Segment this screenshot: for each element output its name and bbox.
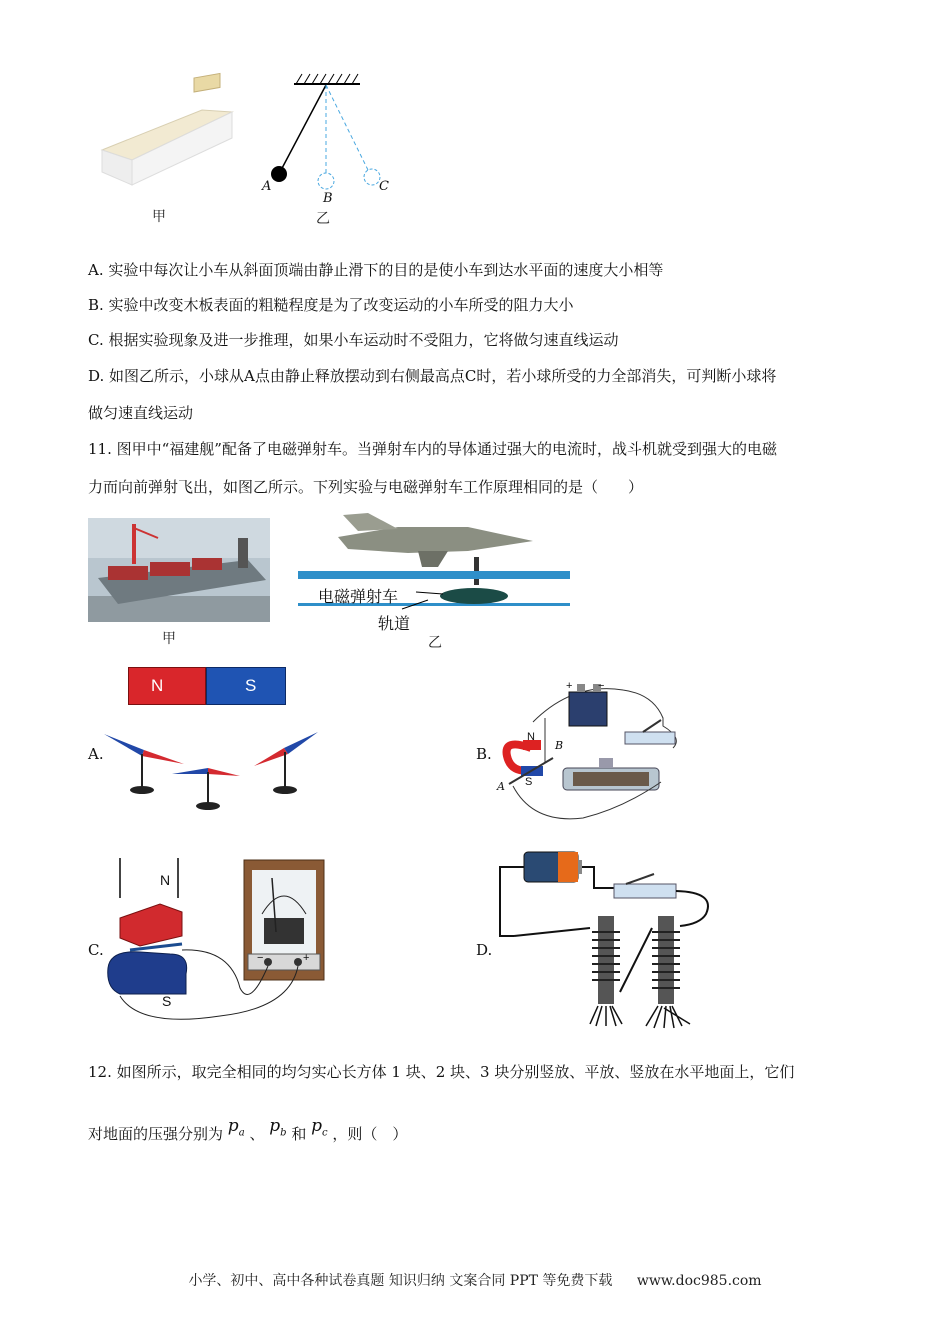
- q12-stem-line1: 12. 如图所示，取完全相同的均匀实心长方体 1 块、2 块、3 块分别竖放、平放、竖放在水平地面上，它们: [88, 1063, 795, 1081]
- q10-option-b: B. 实验中改变木板表面的粗糙程度是为了改变运动的小车所受的阻力大小: [88, 296, 574, 314]
- pc-p: p: [311, 1116, 322, 1136]
- q10-option-a: A. 实验中每次让小车从斜面顶端由静止滑下的目的是使小车到达水平面的速度大小相等: [88, 261, 664, 279]
- point-c-label: C: [379, 179, 389, 194]
- symbol-pc: [311, 1116, 328, 1139]
- b-b-label: B: [555, 739, 564, 752]
- bar-magnet-north: [128, 667, 206, 705]
- label-track: 轨道: [378, 614, 411, 633]
- point-b-label: B: [323, 191, 333, 206]
- pb-p: p: [269, 1116, 281, 1136]
- bar-magnet-south: [206, 667, 286, 705]
- figure-yi-caption: 乙: [316, 211, 330, 227]
- figure-jia-caption: 甲: [152, 209, 166, 225]
- q11-stem-line2: 力而向前弹射飞出，如图乙所示。下列实验与电磁弹射车工作原理相同的是（ ）: [88, 478, 644, 496]
- option-b-label: B.: [476, 745, 492, 763]
- magnet-s-label: S: [245, 676, 257, 695]
- pa-p: p: [227, 1116, 239, 1136]
- q10-option-d-cont: 做匀速直线运动: [88, 404, 194, 422]
- label-catapult-car: 电磁弹射车: [318, 587, 399, 606]
- footer-url-link[interactable]: www.doc985.com: [636, 1273, 762, 1289]
- symbol-pb: [269, 1116, 287, 1139]
- point-a-label: A: [262, 179, 272, 194]
- carrier-caption: 甲: [162, 631, 176, 647]
- q11-stem-line1: 11. 图甲中“福建舰”配备了电磁弹射车。当弹射车内的导体通过强大的电流时，战斗机就受到强大的电磁: [88, 440, 777, 458]
- option-d-label: D.: [476, 941, 493, 959]
- option-a-label: A.: [88, 745, 104, 763]
- b-a-label: A: [497, 780, 505, 793]
- c-n-label: N: [160, 872, 171, 888]
- q10-option-d: D. 如图乙所示，小球从A点由静止释放摆动到右侧最高点C时，若小球所受的力全部消失，可判断小球将: [88, 367, 777, 385]
- footer-text: 小学、初中、高中各种试卷真题 知识归纳 文案合同 PPT 等免费下载: [188, 1273, 613, 1289]
- c-plus-label: +: [303, 952, 310, 964]
- pb-sub: b: [280, 1127, 287, 1139]
- c-s-label: S: [162, 993, 172, 1009]
- q12-stem-line2: [88, 1116, 408, 1151]
- compass-middle: [172, 768, 240, 810]
- symbol-pa: [227, 1116, 245, 1139]
- q12-sep: 、: [249, 1125, 265, 1143]
- compass-right: [254, 732, 318, 794]
- b-s-label: S: [525, 776, 533, 788]
- compass-left: [104, 734, 184, 794]
- q12-tail: ，则（ ）: [332, 1125, 408, 1143]
- catapult-caption: 乙: [428, 635, 442, 651]
- b-plus-label: +: [566, 680, 573, 692]
- b-n-label: N: [527, 731, 535, 743]
- c-minus-label: −: [257, 952, 264, 964]
- page-footer: [0, 1270, 950, 1290]
- pa-sub: a: [238, 1127, 245, 1139]
- magnet-n-label: N: [151, 676, 164, 695]
- q12-and: 和: [291, 1125, 307, 1143]
- option-c-label: C.: [88, 941, 104, 959]
- q10-option-c: C. 根据实验现象及进一步推理，如果小车运动时不受阻力，它将做匀速直线运动: [88, 331, 619, 349]
- q12-stem-prefix: 对地面的压强分别为: [88, 1125, 224, 1143]
- b-minus-label: −: [598, 680, 605, 692]
- pc-sub: c: [322, 1127, 328, 1139]
